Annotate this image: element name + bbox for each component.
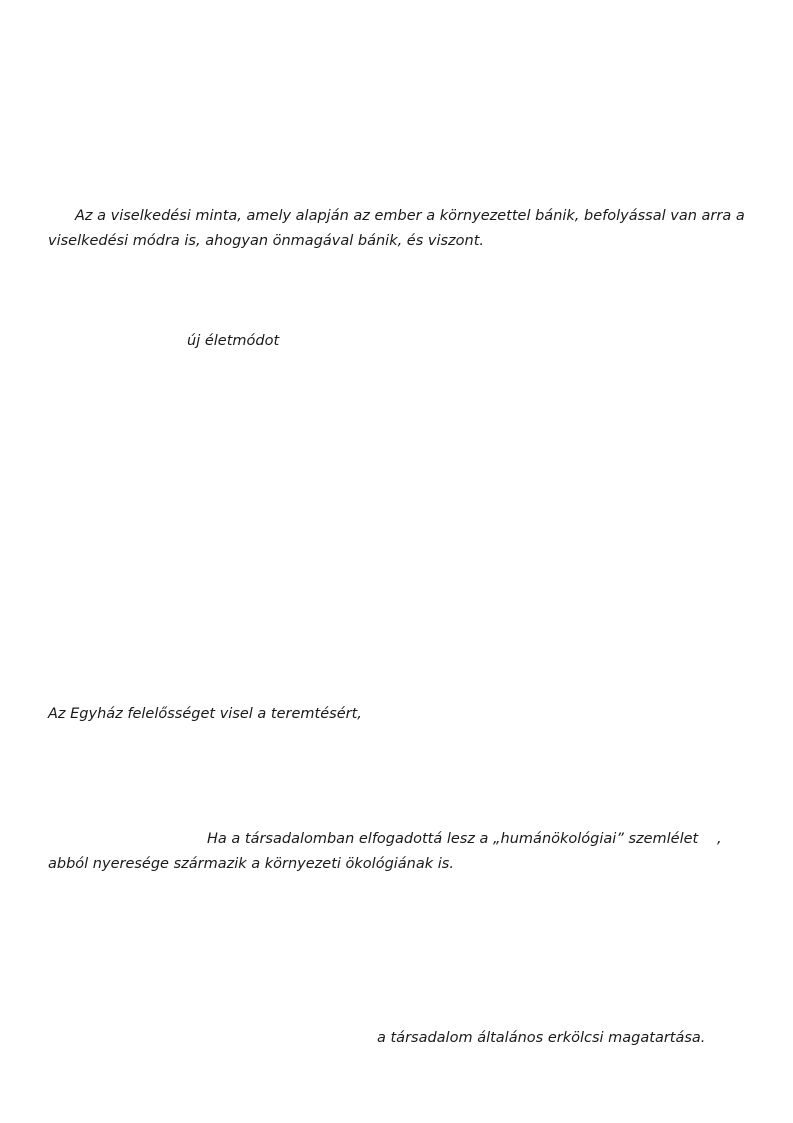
text-fragment-new-lifestyle: új életmódot bbox=[187, 333, 280, 349]
paragraph-2-line-2: abból nyeresége származik a környezeti ökológiának is. bbox=[48, 856, 454, 872]
paragraph-2-line-1: Ha a társadalomban elfogadottá lesz a „humánökológiai” szemlélet bbox=[207, 831, 699, 847]
text-fragment-church-responsibility: Az Egyház felelősséget visel a teremtésért, bbox=[48, 706, 362, 722]
text-fragment-social-morality: a társadalom általános erkölcsi magatartása. bbox=[377, 1030, 706, 1046]
paragraph-2-line-1-comma: , bbox=[717, 831, 722, 847]
paragraph-1-line-1: Az a viselkedési minta, amely alapján az ember a környezettel bánik, befolyással van arra a bbox=[75, 208, 745, 224]
paragraph-1-line-2: viselkedési módra is, ahogyan önmagával bánik, és viszont. bbox=[48, 233, 485, 249]
